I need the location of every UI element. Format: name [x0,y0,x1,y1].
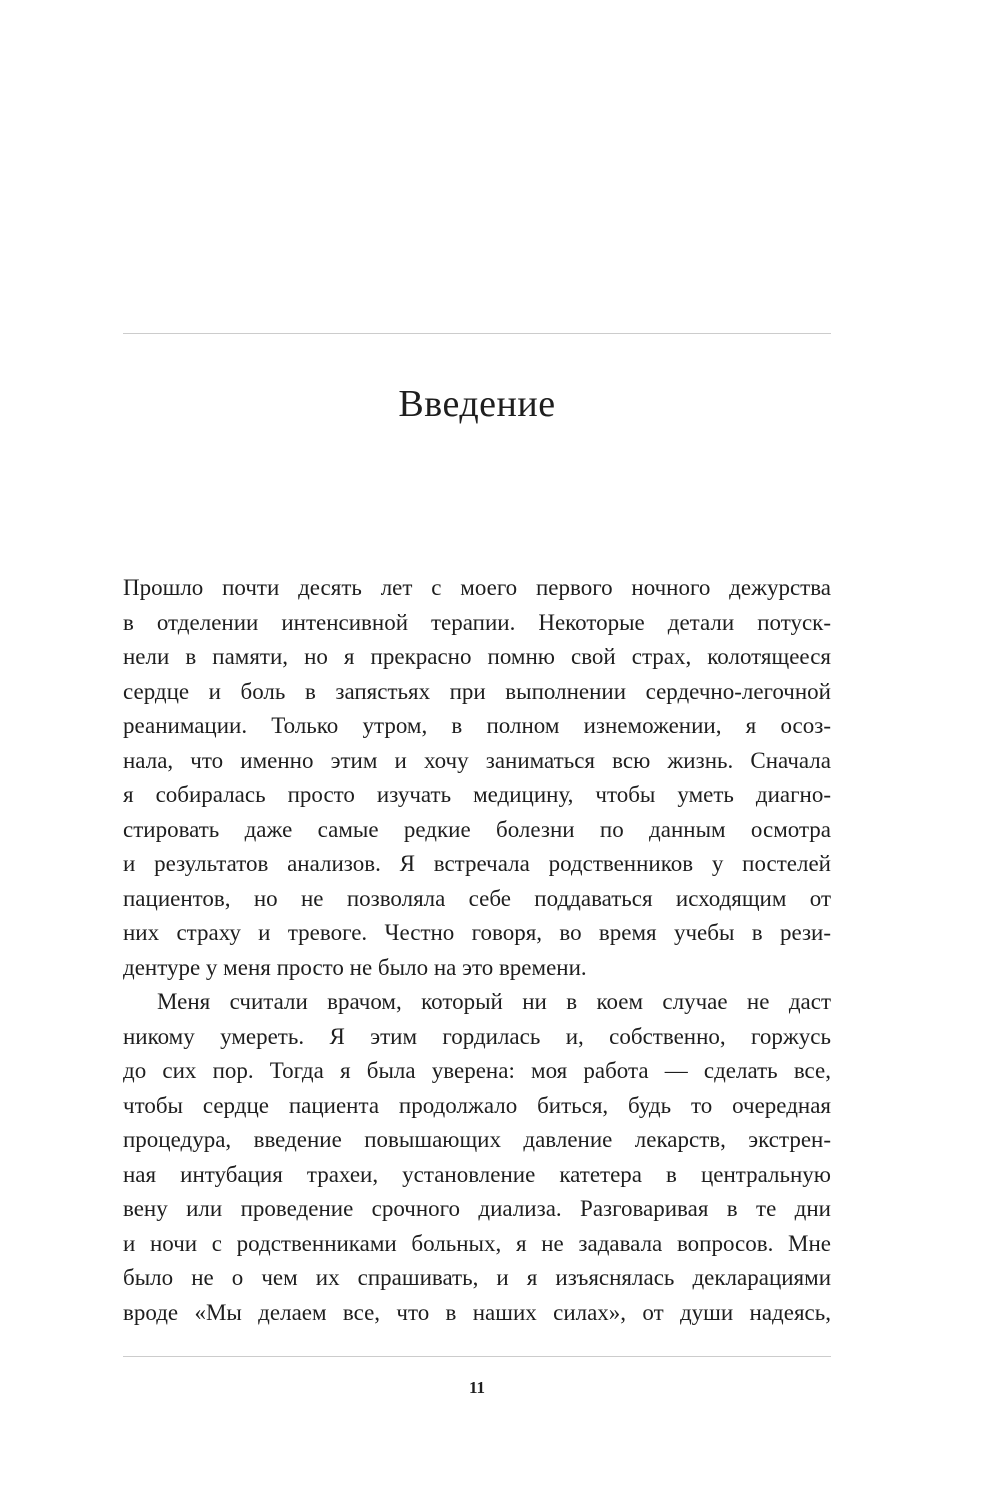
paragraph [123,571,831,985]
text-line: дентуре у меня просто не было на это времени. [123,954,587,980]
text-line: было не о чем их спрашивать, и я изъяснялась декларациями [123,1265,831,1290]
text-line: никому умереть. Я этим гордилась и, собственно, горжусь [123,1023,831,1049]
text-line: нала, что именно этим и хочу заниматься всю жизнь. Сначала [123,747,831,773]
text-line: сердце и боль в запястьях при выполнении сердечно-легочной [123,678,831,704]
bottom-rule [123,1356,831,1357]
text-line: пациентов, но не позволяла себе поддаваться исходящим от [123,885,831,911]
text-line: процедура, введение повышающих давление лекарств, экстрен- [123,1127,831,1152]
top-rule [123,333,831,334]
text-line: стировать даже самые редкие болезни по данным осмотра [123,816,831,842]
text-line: чтобы сердце пациента продолжало биться, будь то очередная [123,1092,831,1118]
page-number: 11 [468,1378,486,1397]
chapter-title: Введение [398,383,556,425]
text-line: вену или проведение срочного диализа. Разговаривая в те дни [123,1196,831,1221]
text-line: и результатов анализов. Я встречала родственников у постелей [123,851,831,876]
paragraph [123,985,831,1330]
text-line: в отделении интенсивной терапии. Некоторые детали потуск- [123,609,831,635]
text-line: до сих пор. Тогда я была уверена: моя работа — сделать все, [123,1058,831,1083]
text-line: ная интубация трахеи, установление катетера в центральную [123,1161,831,1187]
text-line: и ночи с родственниками больных, я не задавала вопросов. Мне [123,1230,831,1256]
text-line: реанимации. Только утром, в полном изнеможении, я осоз- [123,713,831,738]
text-line: Прошло почти десять лет с моего первого ночного дежурства [123,575,831,600]
body-text [123,571,831,1330]
text-line: них страху и тревоге. Честно говоря, во время учебы в рези- [123,920,831,945]
text-line: нели в памяти, но я прекрасно помню свой страх, колотящееся [123,644,831,669]
text-line: Меня считали врачом, который ни в коем случае не даст [157,989,831,1014]
text-line: вроде «Мы делаем все, что в наших силах», от души надеясь, [123,1299,831,1325]
text-line: я собиралась просто изучать медицину, чтобы уметь диагно- [123,782,831,807]
